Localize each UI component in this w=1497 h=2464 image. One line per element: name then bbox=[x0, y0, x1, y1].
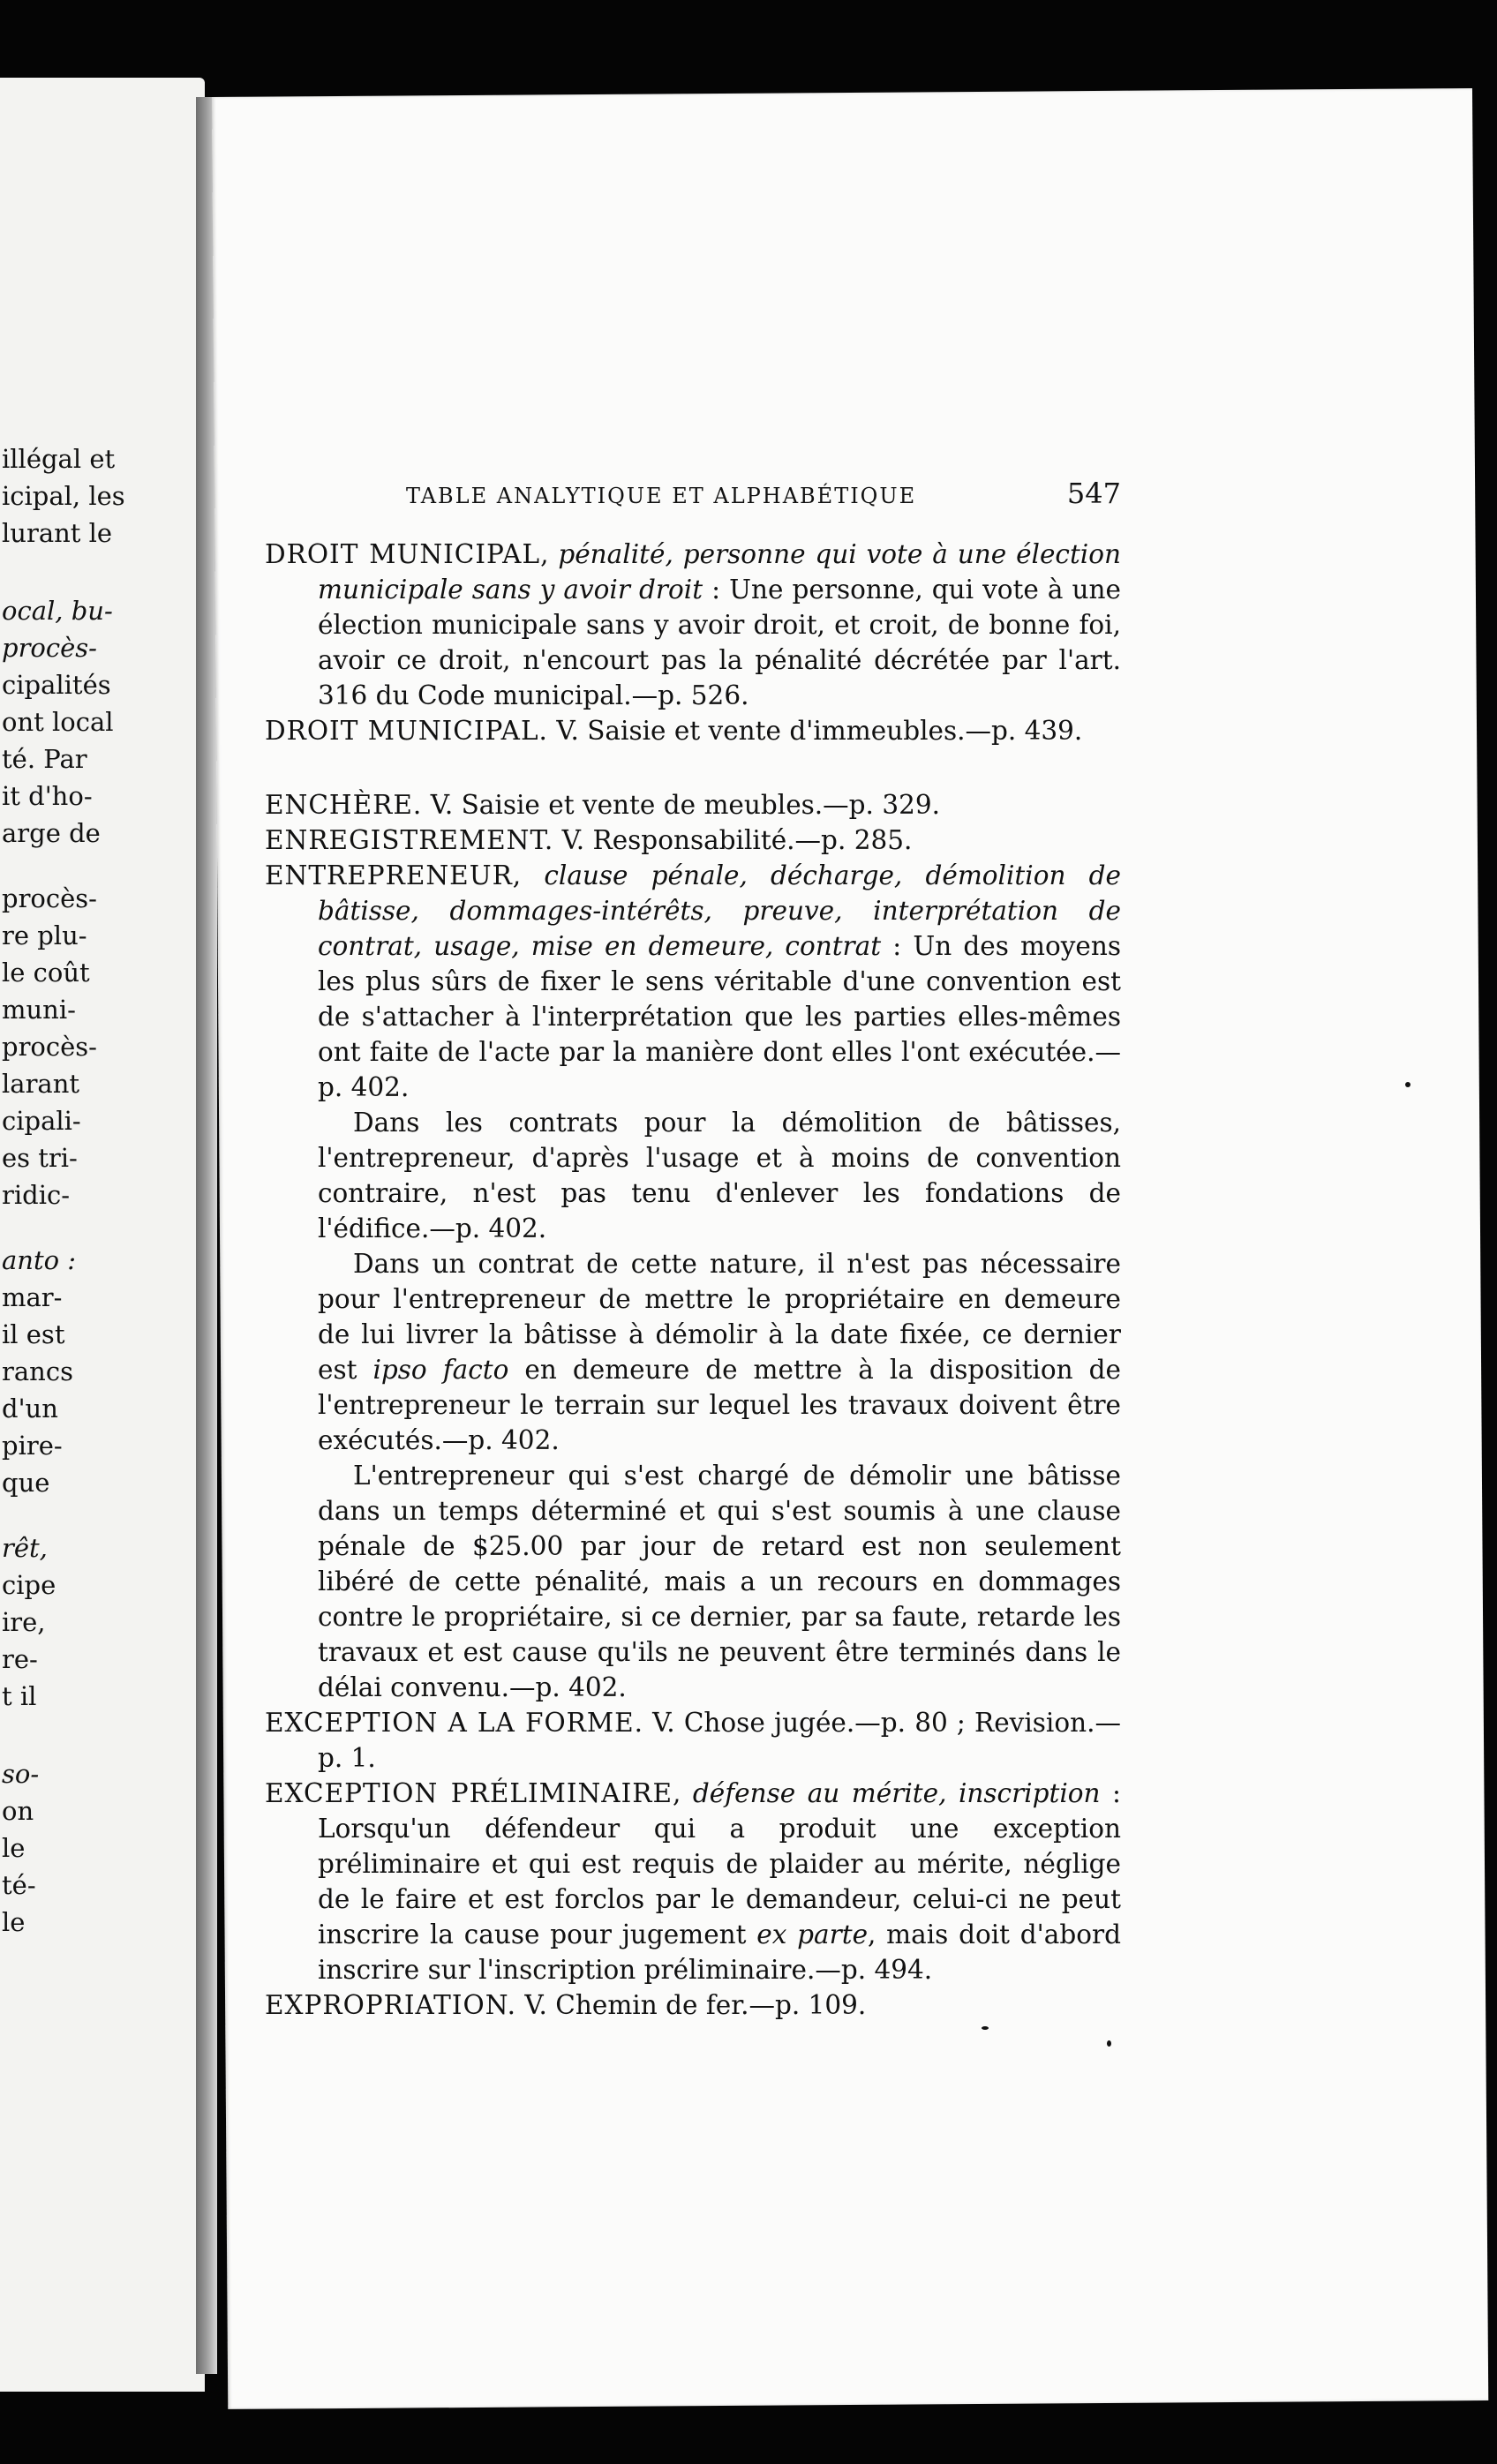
index-entry-droit-municipal-1 bbox=[265, 537, 1121, 713]
left-page-line: mar- bbox=[2, 1282, 63, 1312]
entry-keywords: défense au mérite, inscription bbox=[692, 1778, 1101, 1808]
ink-speck bbox=[1107, 2040, 1111, 2047]
entry-heading: ENTREPRENEUR bbox=[265, 860, 513, 890]
entry-heading: EXPROPRIATION. bbox=[265, 1990, 517, 2020]
entry-keywords: pénalité, personne qui vote à une élection municipale sans y avoir droit bbox=[318, 539, 1121, 605]
left-page-line: t il bbox=[2, 1681, 37, 1711]
index-entry-expropriation bbox=[265, 1987, 1121, 2023]
left-page-line: rêt, bbox=[2, 1533, 48, 1563]
entry-separator: , bbox=[673, 1778, 693, 1808]
left-page-line: té- bbox=[2, 1870, 36, 1900]
left-page-line: procès- bbox=[2, 633, 97, 663]
entry-text: Une personne, qui vote à une élection municipale sans y avoir droit, et croit, de bonne foi, avoir ce droit, n'encourt pas la pénalité décrétée par l'art. 316 du Code municipal.—p. 526. bbox=[318, 575, 1122, 710]
index-entry-entrepreneur bbox=[265, 858, 1121, 1705]
left-page-line: procès- bbox=[2, 883, 97, 913]
entry-keywords: clause pénale, décharge, démolition de bâtisse, dommages-intérêts, preuve, interprétation de contrat, usage, mise en demeure, contrat bbox=[318, 860, 1121, 961]
entry-heading: ENREGISTREMENT. bbox=[265, 825, 554, 855]
left-page-line: ridic- bbox=[2, 1180, 71, 1210]
entry-text: Un des moyens les plus sûrs de fixer le sens véritable d'une convention est de s'attacher à l'interprétation que les parties elles-mêmes ont faite de l'acte par la manière dont elles l'ont exécutée.—p. 402. bbox=[318, 931, 1121, 1102]
left-page-line: larant bbox=[2, 1069, 80, 1099]
left-page-line: il est bbox=[2, 1319, 65, 1349]
left-page-line: illégal et bbox=[2, 444, 116, 474]
entry-text: Dans un contrat de cette nature, il n'est pas nécessaire pour l'entrepreneur de mettre le propriétaire en demeure de lui livrer la bâtisse à démolir à la date fixée, ce dernier est bbox=[318, 1249, 1121, 1385]
left-page-line: icipal, les bbox=[2, 481, 125, 511]
entry-paragraph bbox=[265, 1246, 1121, 1458]
entry-separator: , bbox=[512, 860, 545, 890]
left-page-line: es tri- bbox=[2, 1143, 78, 1173]
left-page-line: que bbox=[2, 1468, 50, 1498]
entry-text: V. Responsabilité.—p. 285. bbox=[553, 825, 913, 855]
left-page-line: anto : bbox=[2, 1245, 77, 1275]
entry-text: V. Chemin de fer.—p. 109. bbox=[516, 1990, 867, 2020]
left-page-line: le bbox=[2, 1907, 26, 1937]
page-title: TABLE ANALYTIQUE ET ALPHABÉTIQUE bbox=[406, 484, 917, 508]
entry-separator: , bbox=[540, 539, 559, 569]
left-page-line: arge de bbox=[2, 818, 101, 848]
entry-latin-term: ipso facto bbox=[372, 1355, 509, 1385]
index-entry-enregistrement bbox=[265, 823, 1121, 858]
left-page-line: re- bbox=[2, 1644, 38, 1674]
page-number: 547 bbox=[1066, 477, 1121, 510]
left-page-fragment bbox=[0, 78, 205, 2392]
entry-heading: EXCEPTION A LA FORME. bbox=[265, 1708, 643, 1738]
left-page-line: d'un bbox=[2, 1394, 58, 1424]
index-entry-exception-a-la-forme bbox=[265, 1705, 1121, 1776]
entry-colon: : bbox=[703, 575, 730, 605]
left-page-line: ire, bbox=[2, 1607, 46, 1637]
index-entries bbox=[265, 537, 1121, 2023]
left-page-line: ocal, bu- bbox=[2, 596, 113, 626]
entry-text: Lorsqu'un défendeur qui a produit une exception préliminaire et qui est requis de plaider au mérite, néglige de le faire et est forclos par le demandeur, celui-ci ne peut inscrire la cause pour jugement bbox=[318, 1814, 1121, 1949]
entry-text: en demeure de mettre à la disposition de l'entrepreneur le terrain sur lequel les travaux doivent être exécutés.—p. 402. bbox=[318, 1355, 1121, 1455]
left-page-line: le bbox=[2, 1833, 26, 1863]
entry-colon: : bbox=[1100, 1778, 1121, 1808]
entry-colon: : bbox=[881, 931, 914, 961]
entry-text: V. Saisie et vente d'immeubles.—p. 439. bbox=[547, 716, 1083, 746]
page-header bbox=[406, 477, 1121, 512]
left-page-line: it d'ho- bbox=[2, 781, 93, 811]
left-page-line: muni- bbox=[2, 995, 76, 1025]
entry-heading: EXCEPTION PRÉLIMINAIRE bbox=[265, 1778, 673, 1808]
entry-latin-term: ex parte bbox=[756, 1919, 869, 1949]
index-entry-droit-municipal-2 bbox=[265, 713, 1121, 748]
index-entry-exception-preliminaire bbox=[265, 1776, 1121, 1987]
entry-heading: ENCHÈRE. bbox=[265, 790, 423, 820]
left-page-line: on bbox=[2, 1796, 34, 1826]
left-page-line: lurant le bbox=[2, 518, 113, 548]
left-page-line: cipalités bbox=[2, 670, 111, 700]
entry-heading: DROIT MUNICIPAL. bbox=[265, 716, 548, 746]
left-page-line: té. Par bbox=[2, 744, 87, 774]
ink-speck bbox=[982, 2026, 989, 2030]
left-page-line: cipe bbox=[2, 1570, 56, 1600]
left-page-line: le coût bbox=[2, 958, 90, 988]
left-page-line: rancs bbox=[2, 1356, 73, 1386]
left-page-line: so- bbox=[2, 1759, 40, 1789]
entry-text: V. Chose jugée.—p. 80 ; Revision.—p. 1. bbox=[318, 1708, 1121, 1773]
left-page-line: procès- bbox=[2, 1032, 97, 1062]
left-page-line: pire- bbox=[2, 1431, 63, 1461]
spacer bbox=[265, 748, 1121, 787]
ink-speck bbox=[1405, 1082, 1410, 1087]
left-page-line: cipali- bbox=[2, 1106, 81, 1136]
index-entry-enchere bbox=[265, 787, 1121, 823]
left-page-line: ont local bbox=[2, 707, 114, 737]
left-page-line: re plu- bbox=[2, 920, 87, 950]
entry-text: , mais doit d'abord inscrire sur l'inscription préliminaire.—p. 494. bbox=[318, 1919, 1121, 1985]
entry-paragraph: L'entrepreneur qui s'est chargé de démolir une bâtisse dans un temps déterminé et qui s'est soumis à une clause pénale de $25.00 par jour de retard est non seulement libéré de cette pénalité, mais a un recours en dommages contre le propriétaire, si ce dernier, par sa faute, retarde les travaux et est cause qu'ils ne peuvent être terminés dans le délai convenu.—p. 402. bbox=[318, 1461, 1121, 1702]
entry-text: V. Saisie et vente de meubles.—p. 329. bbox=[422, 790, 940, 820]
entry-paragraph: Dans les contrats pour la démolition de bâtisses, l'entrepreneur, d'après l'usage et à moins de convention contraire, n'est pas tenu d'enlever les fondations de l'édifice.—p. 402. bbox=[318, 1108, 1121, 1243]
entry-heading: DROIT MUNICIPAL bbox=[265, 539, 541, 569]
